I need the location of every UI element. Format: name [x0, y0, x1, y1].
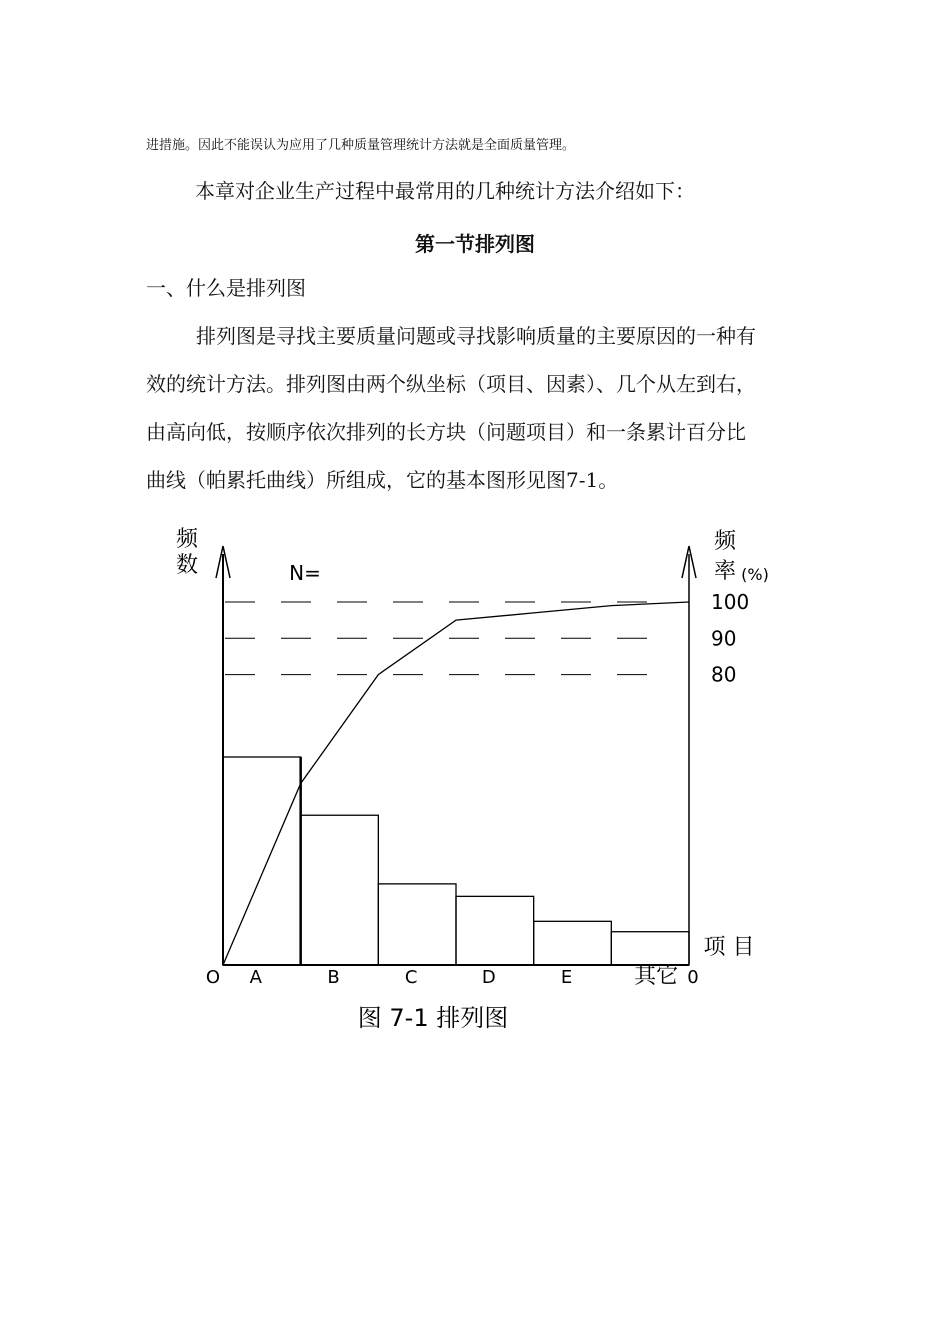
paragraph-line-1: 排列图是寻找主要质量问题或寻找影响质量的主要原因的一种有	[196, 324, 756, 348]
n-label: N=	[289, 561, 321, 585]
right-axis-label-2: 率	[713, 559, 737, 584]
paragraph-line-3: 由高向低，按顺序依次排列的长方块（问题项目）和一条累计百分比	[146, 420, 746, 444]
origin-right: 0	[687, 967, 699, 988]
paragraph-line-2: 效的统计方法。排列图由两个纵坐标（项目、因素）、几个从左到右，	[146, 372, 756, 396]
bar-D	[456, 896, 534, 965]
category-label-1: A	[249, 967, 262, 988]
bar-其它	[611, 932, 689, 965]
category-label-5: E	[560, 967, 573, 988]
right-tick-90: 90	[711, 626, 737, 651]
paragraph-line-4: 曲线（帕累托曲线）所组成，它的基本图形见图7-1。	[146, 468, 619, 492]
right-tick-100: 100	[711, 590, 750, 614]
right-axis-unit: (%)	[741, 565, 769, 584]
intro-sentence: 本章对企业生产过程中最常用的几种统计方法介绍如下：	[195, 179, 695, 203]
bar-C	[378, 884, 456, 965]
reference-lines	[225, 602, 659, 675]
category-label-3: C	[404, 967, 418, 988]
subsection-heading: 一、什么是排列图	[146, 276, 306, 300]
x-axis-label: 项 目	[703, 935, 755, 960]
figure-caption: 图 7-1 排列图	[357, 1004, 509, 1032]
chart-bars	[223, 757, 689, 965]
bar-A	[223, 757, 301, 965]
pareto-figure	[160, 516, 800, 1046]
section-title: 第一节排列图	[415, 232, 535, 256]
previous-paragraph-tail: 进措施。因此不能误认为应用了几种质量管理统计方法就是全面质量管理。	[146, 138, 576, 153]
right-axis-label-1: 频	[713, 529, 737, 554]
left-axis-label-1: 频	[175, 527, 199, 552]
category-label-6: 其它	[634, 964, 679, 989]
bar-E	[534, 921, 612, 965]
left-axis-label-2: 数	[175, 553, 199, 578]
right-tick-80: 80	[711, 662, 737, 687]
origin-left: O	[205, 967, 221, 988]
category-label-2: B	[327, 967, 340, 988]
bar-B	[301, 815, 379, 965]
category-label-4: D	[481, 967, 496, 988]
